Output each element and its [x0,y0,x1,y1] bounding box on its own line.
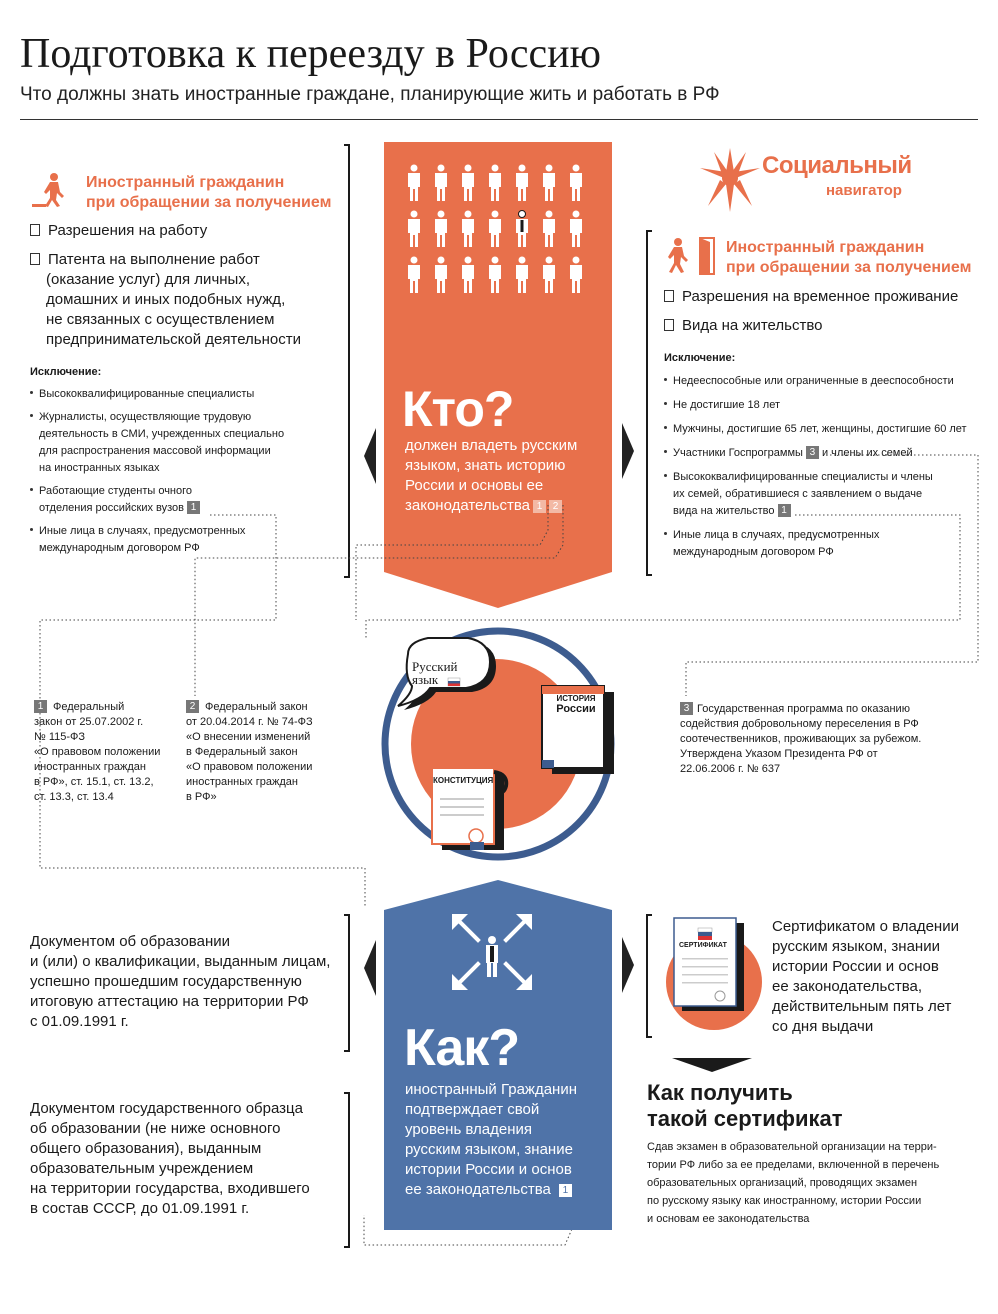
right-item-temp-residence: Разрешения на временное проживание [664,287,958,307]
footnote-ref[interactable]: 3 [806,446,819,459]
book-label: ИСТОРИЯ России [556,694,596,715]
footnote-ref[interactable]: 2 [549,500,562,513]
who-text: должен владеть русским языком, знать историю России и основы ее законодательства 1 2 [405,437,578,514]
law-1: 1 Федеральный закон от 25.07.2002 г. № 115-ФЗ «О правовом положении иностранных граждан в РФ», ст. 15.1, ст. 13.2, ст. 13.3, ст. 13.4 [34,701,161,803]
right-item-residence-permit: Вида на жительство [664,316,822,336]
how-to-get-heading: Как получить такой сертификат [647,1080,843,1131]
doc-education: Документом об образовании и (или) о квалификации, выданным лицам, успешно прошедшим государственную итоговую аттестацию на территории РФ с 01.09.1991 г. [30,933,331,1030]
list-item: Мужчины, достигшие 65 лет, женщины, достигшие 60 лет [664,421,984,438]
left-heading-line1: Иностранный гражданин [86,174,285,191]
page-title: Подготовка к переезду в Россию [20,31,602,77]
list-item: Не достигшие 18 лет [664,397,984,414]
doc-ussr-education: Документом государственного образца об образовании (не ниже основного общего образования), выданным образовательным учреждением на территории государства, входившего в состав СССР, до 01.09.1991 г. [30,1100,310,1217]
left-doc-bracket-2 [344,1092,350,1248]
certificate-icon [660,914,770,1040]
law-2: 2 Федеральный закон от 20.04.2014 г. № 74-ФЗ «О внесении изменений в Федеральный закон «О правовом положении иностранных граждан в РФ» [186,701,313,803]
arrow-right-icon [622,937,634,993]
certificate-label: СЕРТИФИКАТ [679,942,727,949]
logo-line2: навигатор [826,182,902,199]
right-exceptions: Недееспособные или ограниченные в дееспособности Не достигшие 18 лет Мужчины, достигшие 65 лет, женщины, достигшие 60 лет Участники Госпрограммы 3 и члены их семей Высококвалифицированные специалисты и члены их семей, обратившиеся с заявлением о выдаче вида на жительство 1 Иные лица в случаях, предусмотренных международным договором РФ [664,373,984,561]
footnote-num: 3 [680,702,693,715]
left-heading-line2: при обращении за получением [86,194,332,211]
list-item: Журналисты, осуществляющие трудовую [30,409,330,426]
right-exception-heading: Исключение: [664,352,736,364]
scroll-label: КОНСТИТУЦИЯ [433,776,494,785]
left-doc-bracket-1 [344,914,350,1052]
how-text: иностранный Гражданин подтверждает свой уровень владения русским языком, знание истории России и основ ее законодательства 1 [405,1081,577,1198]
law-3: 3 Государственная программа по оказанию содействия добровольному переселения в РФ соотечественников, проживающих за рубежом. Утверждена Указом Президента РФ от 22.06.2006 г. № 637 [680,703,922,775]
arrow-left-icon [364,940,376,996]
who-heading: Кто? [402,381,514,437]
footnote-ref[interactable]: 1 [778,504,791,517]
certificate-text: Сертификатом о владении русским языком, знании истории России и основ ее законодательства, действительным пять лет со дня выдачи [772,918,959,1035]
right-cert-bracket [646,914,652,1038]
list-item: Иные лица в случаях, предусмотренных [30,523,330,540]
how-heading: Как? [404,1019,520,1077]
how-to-get-text: Сдав экзамен в образовательной организации на терри- тории РФ либо за ее пределами, включенной в перечень образовательных организаций, проводящих экзамен по русскому языку как иностранному, истории России и основам ее законодательства [647,1141,940,1225]
list-item: Участники Госпрограммы 3 и члены их семей [664,445,984,462]
footnote-num: 1 [34,700,47,713]
logo-line1: Социальный [762,152,912,179]
left-item-work-permit: Разрешения на работу [30,221,207,241]
page-subtitle: Что должны знать иностранные граждане, планирующие жить и работать в РФ [20,84,720,105]
left-exception-heading: Исключение: [30,366,102,378]
list-item: Высококвалифицированные специалисты и члены [664,469,984,486]
left-item-patent: Патента на выполнение работ (оказание услуг) для личных, домашних и иных подобных нужд, не связанных с осуществлением предпринимательской деятельности [30,250,301,350]
bubble-label: Русский язык [412,659,458,687]
right-heading: Иностранный гражданин при обращении за получением [726,239,972,276]
list-item: Работающие студенты очного [30,483,330,500]
list-item: Иные лица в случаях, предусмотренных [664,527,984,544]
footnote-num: 2 [186,700,199,713]
down-arrow-icon [672,1058,752,1072]
footnote-ref[interactable]: 1 [559,1184,572,1197]
left-exceptions: Высококвалифицированные специалисты Журналисты, осуществляющие трудовую деятельность в СМИ, учрежденных специально для распространения массовой информации на иностранных языках Работающие студенты очного отделения российских вузов 1 Иные лица в случаях, предусмотренных международным договором РФ [30,386,330,557]
list-item: Недееспособные или ограниченные в дееспособности [664,373,984,390]
footnote-ref[interactable]: 1 [187,501,200,514]
expand-arrows-icon [450,912,534,992]
footnote-ref[interactable]: 1 [533,500,546,513]
list-item: Высококвалифицированные специалисты [30,386,330,403]
